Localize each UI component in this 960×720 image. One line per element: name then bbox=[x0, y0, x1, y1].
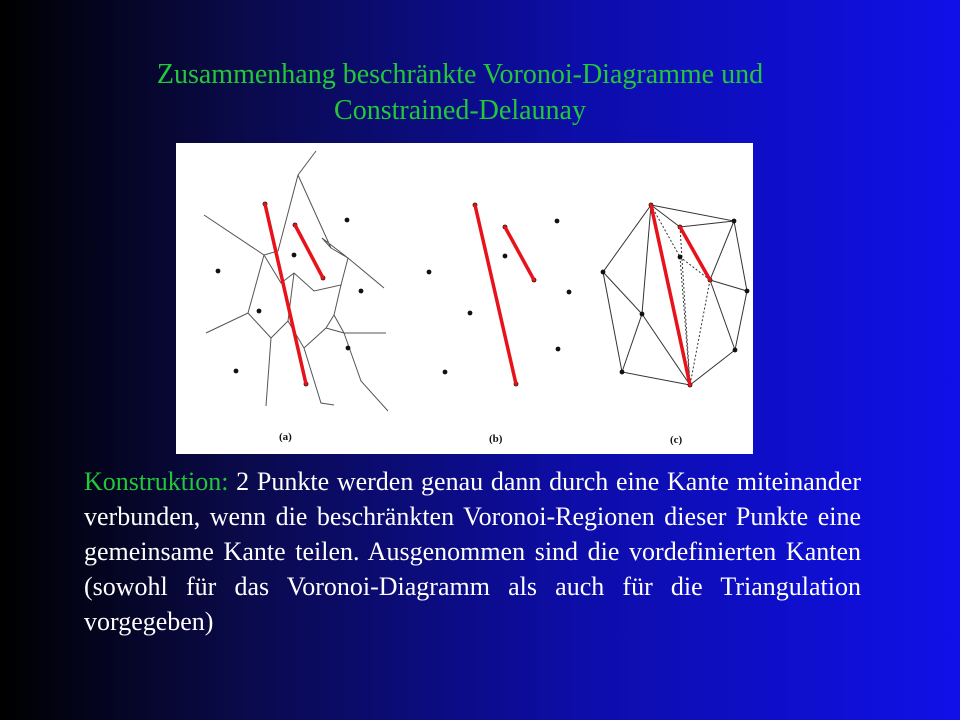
site-point bbox=[745, 289, 750, 294]
panel-b-label: (b) bbox=[489, 433, 503, 445]
panel-a-constraints bbox=[265, 204, 323, 384]
site-point bbox=[601, 270, 606, 275]
constraint-edge bbox=[475, 205, 516, 384]
site-point bbox=[567, 290, 572, 295]
panel-b-constraints bbox=[475, 205, 534, 384]
construction-paragraph bbox=[84, 464, 861, 639]
delaunay-dotted-edges bbox=[651, 205, 710, 385]
panel-c-triangulation bbox=[603, 205, 747, 385]
panel-b-points bbox=[427, 203, 572, 387]
panel-c-points bbox=[601, 203, 750, 388]
site-point bbox=[556, 347, 561, 352]
site-point bbox=[216, 269, 221, 274]
site-point bbox=[555, 219, 560, 224]
site-point bbox=[468, 311, 473, 316]
title-line-2: Constrained-Delaunay bbox=[334, 95, 586, 126]
site-point bbox=[503, 254, 508, 259]
site-point bbox=[234, 369, 239, 374]
site-point bbox=[640, 312, 645, 317]
voronoi-edges bbox=[204, 151, 388, 411]
delaunay-edges bbox=[603, 205, 747, 385]
construction-text: 2 Punkte werden genau dann durch eine Kante miteinander verbunden, wenn die beschränkten Voronoi-Regionen dieser Punkte eine gemeinsame Kante teilen. Ausgenommen sind die vordefinierten Kanten (sowohl für das Voronoi-Diagramm als auch für die Triangulation vorgegeben) bbox=[84, 467, 861, 636]
site-point bbox=[292, 253, 297, 258]
site-point bbox=[443, 370, 448, 375]
site-point bbox=[359, 289, 364, 294]
title-line-1: Zusammenhang beschränkte Voronoi-Diagramme und bbox=[156, 59, 764, 90]
construction-lead: Konstruktion: bbox=[84, 467, 229, 496]
site-point bbox=[346, 346, 351, 351]
constraint-edge bbox=[680, 227, 710, 280]
site-point bbox=[620, 370, 625, 375]
panel-a-label: (a) bbox=[279, 431, 292, 443]
site-point bbox=[257, 309, 262, 314]
site-point bbox=[733, 348, 738, 353]
panel-c-label: (c) bbox=[670, 434, 683, 446]
slide-title bbox=[0, 57, 920, 129]
voronoi-delaunay-figure bbox=[176, 143, 753, 454]
panel-a-voronoi bbox=[204, 151, 388, 411]
constraint-edge bbox=[295, 225, 323, 278]
constraint-edge bbox=[505, 227, 534, 280]
figure-svg bbox=[176, 143, 753, 454]
site-point bbox=[427, 270, 432, 275]
site-point bbox=[678, 255, 683, 260]
panel-a-points bbox=[216, 202, 364, 387]
site-point bbox=[345, 218, 350, 223]
site-point bbox=[732, 219, 737, 224]
